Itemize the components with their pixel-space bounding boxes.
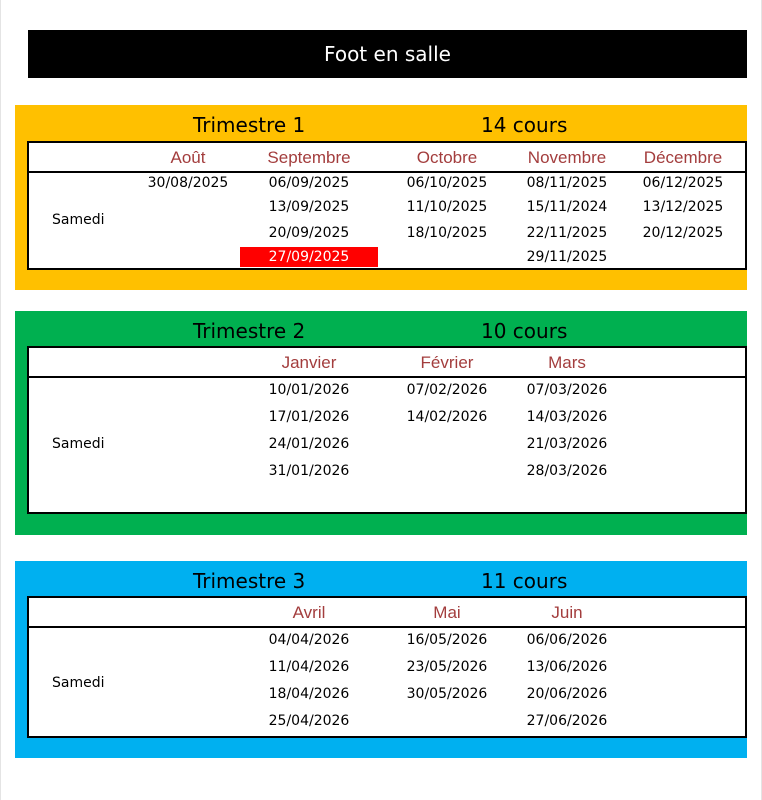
date-cell: 07/03/2026 — [526, 382, 608, 398]
highlighted-date-cell: 27/09/2025 — [240, 247, 378, 267]
month-label: Novembre — [527, 148, 607, 167]
trimestre-count: 11 cours — [481, 569, 568, 593]
date-cell: 16/05/2026 — [406, 632, 488, 648]
date-cell: 11/04/2026 — [268, 659, 350, 675]
date-cell: 21/03/2026 — [526, 436, 608, 452]
month-label: Octobre — [416, 148, 478, 167]
date-cell: 30/08/2025 — [147, 175, 229, 191]
month-label: Juin — [551, 603, 583, 622]
trimestre-name: Trimestre 2 — [193, 319, 306, 343]
month-header-row — [29, 598, 745, 628]
date-cell: 20/09/2025 — [268, 225, 350, 241]
trimestre-header — [15, 561, 747, 597]
day-label: Samedi — [52, 212, 105, 228]
trimestre-2-block — [15, 311, 747, 535]
trimestre-name: Trimestre 1 — [193, 113, 306, 137]
trimestre-1-block — [15, 105, 747, 290]
date-cell: 13/09/2025 — [268, 199, 350, 215]
date-cell: 27/06/2026 — [526, 713, 608, 729]
date-cell: 06/06/2026 — [526, 632, 608, 648]
date-cell: 10/01/2026 — [268, 382, 350, 398]
schedule-table — [27, 141, 747, 270]
date-cell: 06/12/2025 — [642, 175, 724, 191]
trimestre-name: Trimestre 3 — [193, 569, 306, 593]
schedule-table — [27, 346, 747, 514]
date-cell: 06/09/2025 — [268, 175, 350, 191]
date-cell: 25/04/2026 — [268, 713, 350, 729]
schedule-table — [27, 596, 747, 738]
date-cell: 18/04/2026 — [268, 686, 350, 702]
month-label: Janvier — [281, 353, 337, 372]
trimestre-header — [15, 105, 747, 141]
date-cell: 24/01/2026 — [268, 436, 350, 452]
date-cell: 15/11/2024 — [526, 199, 608, 215]
date-cell: 31/01/2026 — [268, 463, 350, 479]
trimestre-count: 14 cours — [481, 113, 568, 137]
date-cell: 23/05/2026 — [406, 659, 488, 675]
date-cell: 13/12/2025 — [642, 199, 724, 215]
month-label: Mai — [433, 603, 461, 622]
date-cell: 14/03/2026 — [526, 409, 608, 425]
trimestre-3-block — [15, 561, 747, 758]
page-title: Foot en salle — [28, 30, 747, 78]
month-label: Mars — [548, 353, 586, 372]
month-label: Septembre — [267, 148, 351, 167]
trimestre-header — [15, 311, 747, 347]
date-cell: 17/01/2026 — [268, 409, 350, 425]
date-cell: 13/06/2026 — [526, 659, 608, 675]
date-cell: 29/11/2025 — [526, 249, 608, 265]
month-label: Avril — [292, 603, 326, 622]
month-header-row — [29, 143, 745, 173]
date-cell: 06/10/2025 — [406, 175, 488, 191]
month-label: Février — [420, 353, 474, 372]
date-cell: 07/02/2026 — [406, 382, 488, 398]
day-label: Samedi — [52, 675, 105, 691]
date-cell: 04/04/2026 — [268, 632, 350, 648]
date-cell: 20/06/2026 — [526, 686, 608, 702]
month-label: Août — [170, 148, 206, 167]
date-cell: 18/10/2025 — [406, 225, 488, 241]
date-cell: 08/11/2025 — [526, 175, 608, 191]
month-header-row — [29, 348, 745, 378]
date-cell: 22/11/2025 — [526, 225, 608, 241]
date-cell: 30/05/2026 — [406, 686, 488, 702]
date-cell: 28/03/2026 — [526, 463, 608, 479]
date-cell: 11/10/2025 — [406, 199, 488, 215]
month-label: Décembre — [643, 148, 723, 167]
trimestre-count: 10 cours — [481, 319, 568, 343]
date-cell: 20/12/2025 — [642, 225, 724, 241]
date-cell: 14/02/2026 — [406, 409, 488, 425]
day-label: Samedi — [52, 436, 105, 452]
